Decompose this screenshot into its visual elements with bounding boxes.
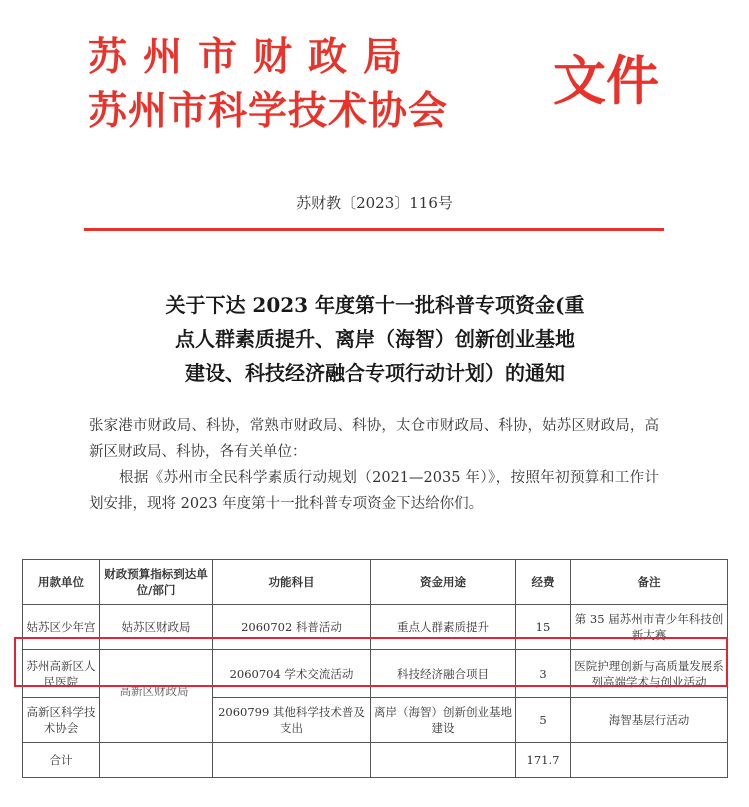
- cell-empty: [213, 743, 371, 778]
- cell-amount: 3: [516, 650, 571, 698]
- cell-function-subject: 2060704 学术交流活动: [213, 650, 371, 698]
- document-title: [60, 288, 690, 390]
- header-remarks: 备注: [571, 560, 728, 605]
- recipients-paragraph: 张家港市财政局、科协，常熟市财政局、科协，太仓市财政局、科协，姑苏区财政局，高新区财政局、科协，各有关单位：: [89, 418, 659, 460]
- red-divider-line: [84, 228, 664, 231]
- header-amount: 经费: [516, 560, 571, 605]
- cell-amount: 5: [516, 698, 571, 743]
- cell-fund-usage: 科技经济融合项目: [371, 650, 516, 698]
- document-header: [0, 0, 749, 235]
- title-line-2: 点人群素质提升、离岸（海智）创新创业基地: [175, 327, 575, 351]
- cell-remarks: 海智基层行活动: [571, 698, 728, 743]
- document-number: 苏财教〔2023〕116号: [296, 194, 453, 212]
- cell-remarks: 第 35 届苏州市青少年科技创新大赛: [571, 605, 728, 650]
- cell-total-label: 合计: [23, 743, 100, 778]
- cell-empty: [371, 743, 516, 778]
- cell-unit: 高新区科学技术协会: [23, 698, 100, 743]
- cell-fund-usage: 离岸（海智）创新创业基地建设: [371, 698, 516, 743]
- cell-budget-dept: 姑苏区财政局: [100, 605, 213, 650]
- document-type: 文件: [553, 50, 659, 112]
- table-row: [23, 605, 728, 650]
- cell-total-amount: 171.7: [516, 743, 571, 778]
- cell-amount: 15: [516, 605, 571, 650]
- header-unit: 用款单位: [23, 560, 100, 605]
- main-paragraph: 根据《苏州市全民科学素质行动规划（2021—2035 年）》，按照年初预算和工作计划安排，现将 2023 年度第十一批科普专项资金下达给你们。: [89, 470, 659, 512]
- table-header-row: [23, 560, 728, 605]
- cell-unit: 姑苏区少年宫: [23, 605, 100, 650]
- title-line-1: 关于下达 2023 年度第十一批科普专项资金(重: [165, 293, 585, 317]
- header-function-subject: 功能科目: [213, 560, 371, 605]
- header-fund-usage: 资金用途: [371, 560, 516, 605]
- title-line-3: 建设、科技经济融合专项行动计划）的通知: [185, 361, 565, 385]
- header-budget-dept: 财政预算指标到达单位/部门: [100, 560, 213, 605]
- issuer-finance-bureau: 苏州市财政局: [88, 34, 419, 80]
- table-total-row: [23, 743, 728, 778]
- cell-fund-usage: 重点人群素质提升: [371, 605, 516, 650]
- cell-remarks: 医院护理创新与高质量发展系列高端学术与创业活动: [571, 650, 728, 698]
- cell-function-subject: 2060799 其他科学技术普及支出: [213, 698, 371, 743]
- cell-function-subject: 2060702 科普活动: [213, 605, 371, 650]
- merged-budget-unit-text: 高新区财政局: [119, 684, 189, 698]
- cell-empty: [571, 743, 728, 778]
- cell-empty: [100, 743, 213, 778]
- document-body: [89, 413, 659, 517]
- issuer-science-association: 苏州市科学技术协会: [88, 88, 449, 134]
- cell-unit: 苏州高新区人民医院: [23, 650, 100, 698]
- funding-table: [22, 559, 728, 778]
